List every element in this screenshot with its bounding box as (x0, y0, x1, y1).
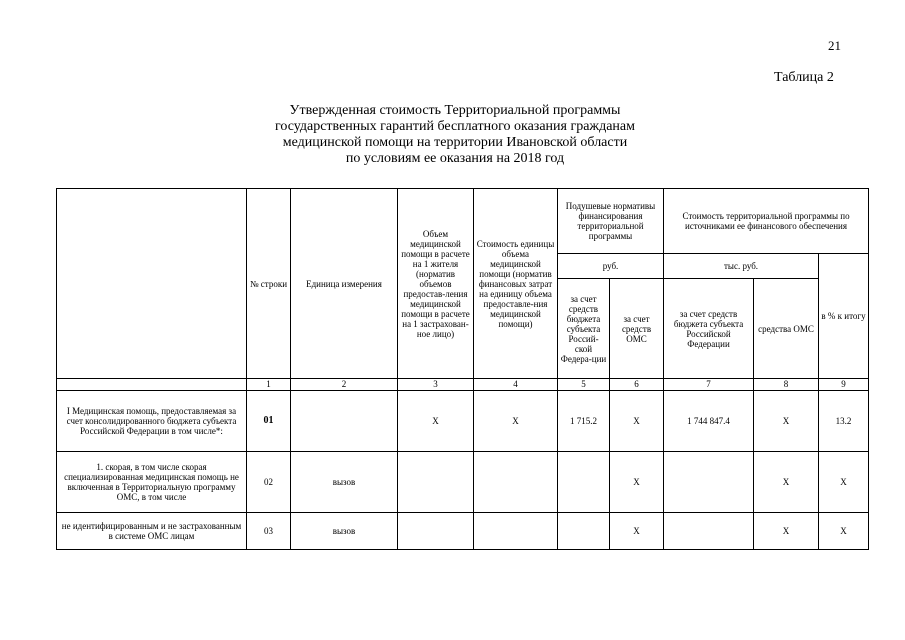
table-row (57, 452, 869, 513)
title-line: медицинской помощи на территории Ивановской области (282, 135, 628, 150)
table-row (57, 513, 869, 550)
row-percent-total: X (819, 513, 869, 550)
row-percent-total: 13.2 (819, 391, 869, 452)
row-per-capita-oms: X (610, 452, 664, 513)
row-per-capita-oms: X (610, 513, 664, 550)
title-line: государственных гарантий бесплатного оказания гражданам (274, 119, 635, 134)
row-per-capita-oms: X (610, 391, 664, 452)
cost-table (56, 188, 869, 550)
row-name: не идентифицированным и не застрахованным в системе ОМС лицам (57, 513, 247, 550)
header-name-blank (57, 189, 247, 379)
row-percent-total: X (819, 452, 869, 513)
column-number: 7 (664, 379, 754, 391)
header-thousand-rub: тыс. руб. (664, 254, 819, 279)
column-number: 4 (474, 379, 558, 391)
column-number: 1 (247, 379, 291, 391)
row-code: 03 (247, 513, 291, 550)
table-label: Таблица 2 (774, 70, 834, 85)
header-per-capita: Подушевые нормативы финансирования территориальной программы (558, 189, 664, 254)
column-number: 8 (754, 379, 819, 391)
header-per-capita-oms: за счет средств ОМС (610, 279, 664, 379)
row-unit-cost (474, 452, 558, 513)
title-line: по условиям ее оказания на 2018 год (345, 151, 565, 166)
table-row (57, 391, 869, 452)
row-code: 01 (247, 391, 291, 452)
row-name: 1. скорая, в том числе скорая специализированная медицинская помощь не включенная в Территориальную программу ОМС, в том числе (57, 452, 247, 513)
header-per-capita-budget: за счет средств бюджета субъекта Россий-ской Федера-ции (558, 279, 610, 379)
header-cost-budget: за счет средств бюджета субъекта Российской Федерации (664, 279, 754, 379)
row-cost-budget (664, 452, 754, 513)
row-cost-oms: X (754, 513, 819, 550)
header-rub: руб. (558, 254, 664, 279)
column-number-blank (57, 379, 247, 391)
row-unit: вызов (291, 452, 398, 513)
row-unit-cost (474, 513, 558, 550)
row-per-capita-budget: 1 715.2 (558, 391, 610, 452)
row-volume: X (398, 391, 474, 452)
row-cost-budget (664, 513, 754, 550)
header-percent-total: в % к итогу (819, 254, 869, 379)
row-volume (398, 513, 474, 550)
header-unit-cost: Стоимость единицы объема медицинской помощи (норматив финансовых затрат на единицу объема предоставле-ния медицинской помощи) (474, 189, 558, 379)
row-per-capita-budget (558, 452, 610, 513)
row-cost-oms: X (754, 452, 819, 513)
header-by-sources: Стоимость территориальной программы по источниками ее финансового обеспечения (664, 189, 869, 254)
column-number: 3 (398, 379, 474, 391)
row-cost-budget: 1 744 847.4 (664, 391, 754, 452)
page-number: 21 (828, 38, 841, 53)
column-number: 2 (291, 379, 398, 391)
column-number: 6 (610, 379, 664, 391)
row-name: I Медицинская помощь, предоставляемая за счет консолидированного бюджета субъекта Российской Федерации в том числе*: (57, 391, 247, 452)
document-title (200, 103, 710, 167)
row-unit (291, 391, 398, 452)
header-row-number: № строки (247, 189, 291, 379)
column-number: 9 (819, 379, 869, 391)
header-volume: Объем медицинской помощи в расчете на 1 жителя (норматив объемов предостав-ления медицинской помощи в расчете на 1 застрахован-ное лицо) (398, 189, 474, 379)
header-cost-oms: средства ОМС (754, 279, 819, 379)
row-unit-cost: X (474, 391, 558, 452)
row-unit: вызов (291, 513, 398, 550)
row-cost-oms: X (754, 391, 819, 452)
header-unit: Единица измерения (291, 189, 398, 379)
row-code: 02 (247, 452, 291, 513)
row-per-capita-budget (558, 513, 610, 550)
row-volume (398, 452, 474, 513)
title-line: Утвержденная стоимость Территориальной программы (289, 103, 621, 118)
column-number: 5 (558, 379, 610, 391)
